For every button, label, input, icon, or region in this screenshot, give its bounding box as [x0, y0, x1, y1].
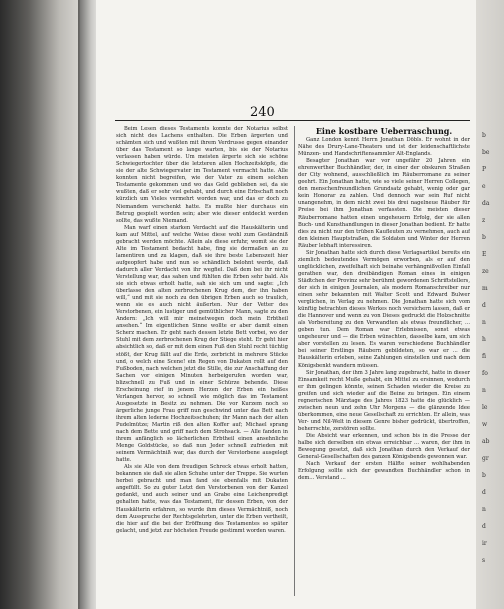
- paragraph: Besagter Jonathan war vor ungefähr 20 Jahren ein ehrenwerther Buchhändler, der, in einer der obskuren Straßen der City wohnend, ausschließlich im Räuberromane zu seiner geehrt. Ein Jonathan hatte, wie so viele seiner Herren Collegen, den menschenfreundlichen Grundsatz gehabt, wenig oder gar kein Honorar zu zahlen. Und dennoch war sein Ruf nicht unangenehm, in dem nicht zwei bis drei nagelneue Räuber für Preise bei ihm Jonathan verfassten. Die meisten dieser Räuberromane hatten einen ungeheuern Erfolg, der sie allen Buch- und Kunsthandlungen in dieser Jonathan bedient. Er hatte dies zu nicht nur den trüben Kaufleuten zu vernehmen, auch auf den kleinen Hauptstraßen, die Soldaten und Winter der Herren Räuber lebhaft interessiren.: [298, 158, 470, 249]
- edge-text-fragment: d: [482, 302, 486, 309]
- edge-text-fragment: E: [482, 251, 487, 258]
- previous-page-edge: [0, 0, 80, 609]
- edge-text-fragment: w: [482, 421, 488, 428]
- edge-text-fragment: le: [482, 404, 488, 411]
- edge-text-fragment: n: [482, 319, 486, 326]
- paragraph: Sir Jonathan hatte sich durch diese Verlagsartikel bereits ein ziemlich bedeutendes Vermögen erworben, als er auf den unglücklichen, zweifelhaft sich beinahe verhängnißvollen Einfall gerathen war, den dreibändigen Roman eines in einigen Städtchen der Provinz sehr berühmt gewordenen Schriftstellers, der sich in einigen Journalen, als modern Romanschreiber nur einen sehr bekannten mit Walter Scott und Edward Bulwer verglichen, in Verlag zu nehmen. Die Jonathan hatte sich vom künftig betrachten dieses Werkes noch versichern lassen, daß er die Hannover und wenn zu von Dieses gedruckt die Holzschnitte als Vorbereitung zu den Verwandten als etwas freundlicher, ... geben tun. Dem Roman war Erlebnissen, sonst etwas ungeheurer und — die Erben wünschten, dasselbe kam, um sich aber vorstellen zu lesen. Es waren verschiedene Buchhändler bei seiner Erstlings Räubern gebildeten, so war er ... die Hauskälterin erleben, seine Zahlungen einstellen und nach dem Königsbenkt wandern müssen.: [298, 249, 470, 369]
- header-rule: [115, 120, 470, 121]
- edge-text-fragment: s: [482, 557, 486, 564]
- edge-text-fragment: m: [482, 285, 488, 292]
- edge-text-fragment: fo: [482, 370, 488, 377]
- edge-text-fragment: gr: [482, 455, 489, 462]
- paragraph: Man warf einen starken Verdacht auf die Hauskälterin und kam auf Mittel, auf welche Weise diese wohl zum Geständniß gebracht werden möchte. Allein als diese erfuhr, womit sie der Alte im Testament bedacht habe, fing sie dermaßen an zu lamentiren und zu klagen, daß sie ihre beste Lebenszeit hier aufgeopfert habe und nun so schändlich belohnt werde, daß dadurch aller Verdacht von ihr wegfiel. Daß dem bei ihr nicht Verstellung war, das sahen und fühlten die Erben sehr bald. Als sie sich etwas erholt hatte, sah sie sich um und sagte: „Ich überlasse den alten zerbrochenen Krug dem, der ihn haben will,“ und mit sie noch zu den übrigen Erben auch so traulich, wenn sie es auch nicht äußerten. Nur der Vetter des Verstorbenen, ein lustiger und gemüthlicher Mann, sagte zu den Andern: „Ich will mir meinetwegen doch mein Erbtheil ansehen.“ Im eigentlichen Sinne wollte er aber damit einen Scherz machen. Er geht nach dessen letzte Bett vorbei, wo der Stuhl mit dem zerbrochenen Krug der Stiege steht. Er geht hier absichtlich so, daß er mit dem einen Fuß den Stuhl recht tüchtig stößt, der Krug fällt auf die Erde, zerbricht in mehrere Stücke und, o welch eine Scene! ein Regen von Dukaten rollt auf den Fußboden, nach welchen jetzt die Stille, die zur Anschaffung der Sachen vor einigen Minuten herbeigerufen worden war, blizschnell zu Fuß und in einer Schürze behende. Diese Erscheinung rief in jenem Herzen der Erben ein heißes Verlangen hervor, so schnell wie möglich das im Testament Ausgesetzte in Besitz zu nehmen. Die vor Kurzem noch so ärgerliche junge Frau griff nun geschwind unter das Bett nach ihrem alten lederne Hochzeitsschuhen; ihr Mann nach der alten Pudelmütze; Martin riß den alten Koffer auf; Michael sprang nach dem Bette und griff nach dem Strohsack. — Alle fanden in ihrem anfänglich so lächerlichen Erbtheil einen ansehnliche Menge Goldstücke, so daß nun Jeder schnell zufrieden mit seinem Vermächtniß war, das durch der Verstorbene ausgelegt hatte.: [116, 224, 288, 464]
- edge-text-fragment: ab: [482, 438, 490, 445]
- paragraph: Als sie Alle von dem freudigen Schreck etwas erholt hatten, bekannen sie daß sie allen Schuhe unter der Treppe. Sie wurten herbei gebracht und man fand sie ebenfalls mit Dukaten angefüllt. So zu guter Letzt den Verstorbenen von der Kanzel gedankt, und auch seiner und an Grabe eine Leichenpredigt gehalten hatte, was das Testament, für dessen Erben, von der Hauskälterin erfahren, so wurde ihm dieses Vermächtniß, noch dem Ausspruche der Rechtsgelehrten, unter die Erben vertheilt, die hier auf die bei der Eröffnung des Testamentes so später gelacht, und jetzt zur höchsten Freude gestimmt worden waren.: [116, 464, 288, 534]
- column-separator: [294, 126, 295, 596]
- paragraph: Die Absicht war erkennen, und schon bis in die Presse der halbe sich derselben ein etwas erreichbar ... waren, der ihm in Bewegung gesetzt, daß sich Jonathan durch den Verkauf der General-Gesellschaften des ganzen Königsbends gewonnen war.: [298, 432, 470, 461]
- paragraph: Beim Lesen dieses Testaments konnte der Notarius selbst sich nicht des Lachens enthalten. Die Erben ärgerten und schämten sich und wußten mit ihrem Verdrusse gegen einander über das Testament so lange warten, bis sie der Notarius verlassen haben würde. Um meisten ärgerte sich sie schöne Schwiegertochter über die letzteren allen Hochzeitsköpfe, die sie der alte Schwiegervater im Testament vermacht hatte. Alle konnten nicht begreifen, wie der Vater zu einem solchen Testamente gekommen und wo das Geld geblieben sei, da sie wußten, daß er sehr viel gehabt, und durch eine Erbschaft noch kürzlich um Vieles vermehrt worden war, und das er doch zu Niemandem verschenkt hatte. Es mußte hier durchaus ein Betrug gespielt worden sein; aber wie dieser entdeckt werden sollte, das wußte Niemand.: [116, 126, 288, 224]
- edge-text-fragment: d: [482, 523, 486, 530]
- edge-text-fragment: z: [482, 217, 486, 224]
- page-number: 240: [250, 105, 275, 120]
- edge-text-fragment: da: [482, 200, 490, 207]
- next-page-edge: [476, 0, 504, 609]
- paragraph: Ganz London kennt Herrn Jonathan Döbls. Er wohnt in der Nähe des Drury-Lane-Theaters und ist der leidenschaftlichste Münzen- und Handschriftensammler Alt-Englands.: [298, 137, 470, 158]
- paragraph: Nach Verkauf der ersten Hälfte seiner wohlhabenden Erfolgung sollte sich der gewandten Buchhändler schon in dem... Verstand ...: [298, 461, 470, 482]
- edge-text-fragment: n: [482, 387, 486, 394]
- edge-text-fragment: b: [482, 234, 486, 241]
- edge-text-fragment: h: [482, 336, 486, 343]
- edge-text-fragment: P: [482, 166, 487, 173]
- edge-text-fragment: be: [482, 149, 490, 156]
- edge-text-fragment: fi: [482, 353, 487, 360]
- edge-text-fragment: ir: [482, 540, 487, 547]
- paragraph: Sir Jonathan, der ihm 3 Jahre lang zugebracht, hatte in dieser Einsamkeit recht Muße gehabt, ein Mittel zu ersinnen, wodurch er ihm gelingen könnte, seinen Schaden wieder die Kreise zu greifen und sich wieder auf die Beine zu bringen. Ein einem regnerischen Märztage des Jahres 1823 hatte die glücklich — zwischen neun und zehn Uhr Morgens — die glänzende Idee überkommen, eine neue Gesellschaft zu errichten. Er allein, was Ver- und Nil-Welt in diesem Genre bisher gedrückt, übertroffen, beherrschte, zerstören sollte.: [298, 369, 470, 432]
- left-text-column: [116, 126, 288, 596]
- edge-text-fragment: n: [482, 506, 486, 513]
- edge-text-fragment: b: [482, 132, 486, 139]
- edge-text-fragment: b: [482, 472, 486, 479]
- edge-text-fragment: e: [482, 183, 486, 190]
- edge-text-fragment: ze: [482, 268, 489, 275]
- right-text-column: [298, 126, 470, 596]
- edge-text-fragment: d: [482, 489, 486, 496]
- article-title: Eine kostbare Ueberraschung.: [315, 126, 453, 136]
